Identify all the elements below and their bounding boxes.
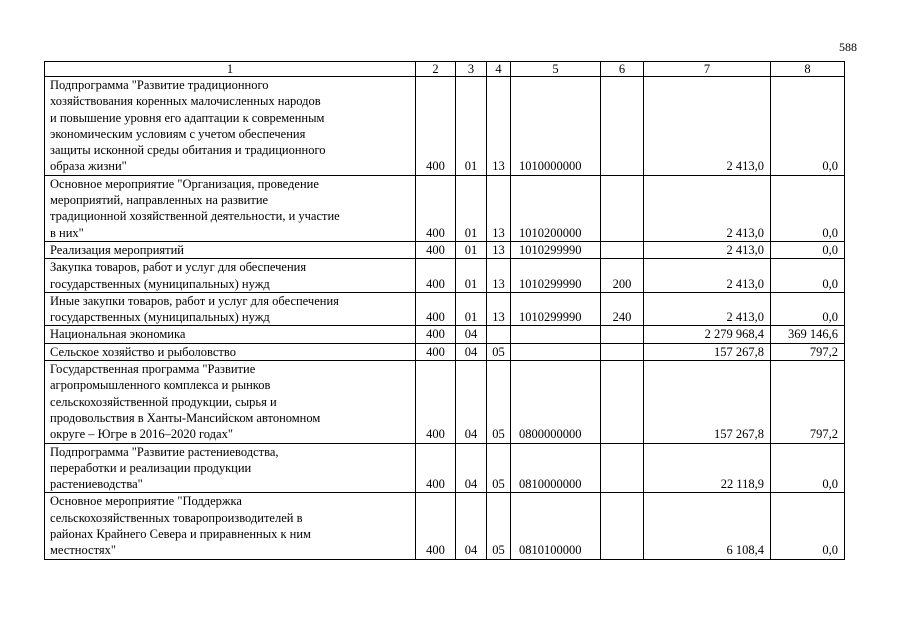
cell-col3: 01 [456,292,487,326]
cell-col8: 0,0 [771,241,845,258]
cell-col5: 0810000000 [511,443,601,493]
row-name: Сельское хозяйство и рыболовство [45,343,416,360]
cell-col8: 797,2 [771,343,845,360]
cell-col7: 157 267,8 [644,343,771,360]
column-header: 5 [511,62,601,77]
header-row [45,62,845,77]
cell-col3: 04 [456,326,487,343]
cell-col4: 13 [487,259,511,293]
cell-col6 [601,77,644,176]
cell-col3: 01 [456,259,487,293]
cell-col6 [601,493,644,559]
cell-col2: 400 [416,493,456,559]
cell-col3: 01 [456,241,487,258]
table-row [45,361,845,443]
cell-col2: 400 [416,326,456,343]
cell-col5 [511,343,601,360]
cell-col2: 400 [416,259,456,293]
row-name: Реализация мероприятий [45,241,416,258]
table-row [45,241,845,258]
cell-col8: 0,0 [771,493,845,559]
column-header: 6 [601,62,644,77]
cell-col5: 1010299990 [511,259,601,293]
cell-col7: 157 267,8 [644,361,771,443]
cell-col2: 400 [416,77,456,176]
cell-col8: 0,0 [771,443,845,493]
row-name: Национальная экономика [45,326,416,343]
cell-col8: 369 146,6 [771,326,845,343]
cell-col3: 01 [456,175,487,241]
cell-col5 [511,326,601,343]
cell-col6: 200 [601,259,644,293]
column-header: 4 [487,62,511,77]
cell-col2: 400 [416,443,456,493]
cell-col7: 2 413,0 [644,175,771,241]
cell-col8: 797,2 [771,361,845,443]
cell-col4: 05 [487,493,511,559]
cell-col6 [601,343,644,360]
row-name: Подпрограмма "Развитие традиционного хозяйствования коренных малочисленных народов и повышение уровня его адаптации к современным экономическим условиям с учетом обеспечения защиты исконной среды обитания и традиционного образа жизни" [45,77,416,176]
cell-col2: 400 [416,241,456,258]
table-row [45,175,845,241]
page-number: 588 [839,40,857,54]
cell-col7: 2 413,0 [644,292,771,326]
cell-col4: 05 [487,361,511,443]
table-row [45,292,845,326]
cell-col4 [487,326,511,343]
cell-col7: 2 413,0 [644,259,771,293]
cell-col3: 04 [456,361,487,443]
cell-col4: 13 [487,292,511,326]
cell-col6 [601,361,644,443]
cell-col8: 0,0 [771,175,845,241]
cell-col4: 05 [487,443,511,493]
cell-col4: 05 [487,343,511,360]
cell-col6 [601,443,644,493]
cell-col4: 13 [487,241,511,258]
cell-col4: 13 [487,175,511,241]
column-header: 3 [456,62,487,77]
cell-col5: 1010200000 [511,175,601,241]
row-name: Основное мероприятие "Организация, проведение мероприятий, направленных на развитие традиционной хозяйственной деятельности, и участие в них" [45,175,416,241]
column-header: 8 [771,62,845,77]
row-name: Закупка товаров, работ и услуг для обеспечения государственных (муниципальных) нужд [45,259,416,293]
cell-col7: 2 413,0 [644,241,771,258]
cell-col2: 400 [416,175,456,241]
cell-col5: 1010299990 [511,241,601,258]
table-row [45,326,845,343]
row-name: Подпрограмма "Развитие растениеводства, переработки и реализации продукции растениеводства" [45,443,416,493]
cell-col8: 0,0 [771,292,845,326]
cell-col3: 04 [456,443,487,493]
cell-col6: 240 [601,292,644,326]
cell-col7: 22 118,9 [644,443,771,493]
table-row [45,443,845,493]
cell-col5: 1010299990 [511,292,601,326]
cell-col3: 04 [456,493,487,559]
cell-col5: 0810100000 [511,493,601,559]
cell-col2: 400 [416,292,456,326]
column-header: 2 [416,62,456,77]
cell-col6 [601,175,644,241]
table-row [45,77,845,176]
column-header: 7 [644,62,771,77]
table-row [45,343,845,360]
cell-col7: 6 108,4 [644,493,771,559]
row-name: Основное мероприятие "Поддержка сельскохозяйственных товаропроизводителей в районах Крайнего Севера и приравненных к ним местностях" [45,493,416,559]
cell-col3: 01 [456,77,487,176]
cell-col6 [601,326,644,343]
cell-col8: 0,0 [771,259,845,293]
cell-col4: 13 [487,77,511,176]
cell-col7: 2 413,0 [644,77,771,176]
row-name: Государственная программа "Развитие агропромышленного комплекса и рынков сельскохозяйственной продукции, сырья и продовольствия в Ханты-Мансийском автономном округе – Югре в 2016–2020 годах" [45,361,416,443]
table-row [45,259,845,293]
budget-table [44,61,845,560]
row-name: Иные закупки товаров, работ и услуг для обеспечения государственных (муниципальных) нужд [45,292,416,326]
column-header: 1 [45,62,416,77]
cell-col3: 04 [456,343,487,360]
cell-col7: 2 279 968,4 [644,326,771,343]
table-row [45,493,845,559]
cell-col6 [601,241,644,258]
cell-col5: 1010000000 [511,77,601,176]
cell-col2: 400 [416,361,456,443]
cell-col8: 0,0 [771,77,845,176]
cell-col2: 400 [416,343,456,360]
cell-col5: 0800000000 [511,361,601,443]
